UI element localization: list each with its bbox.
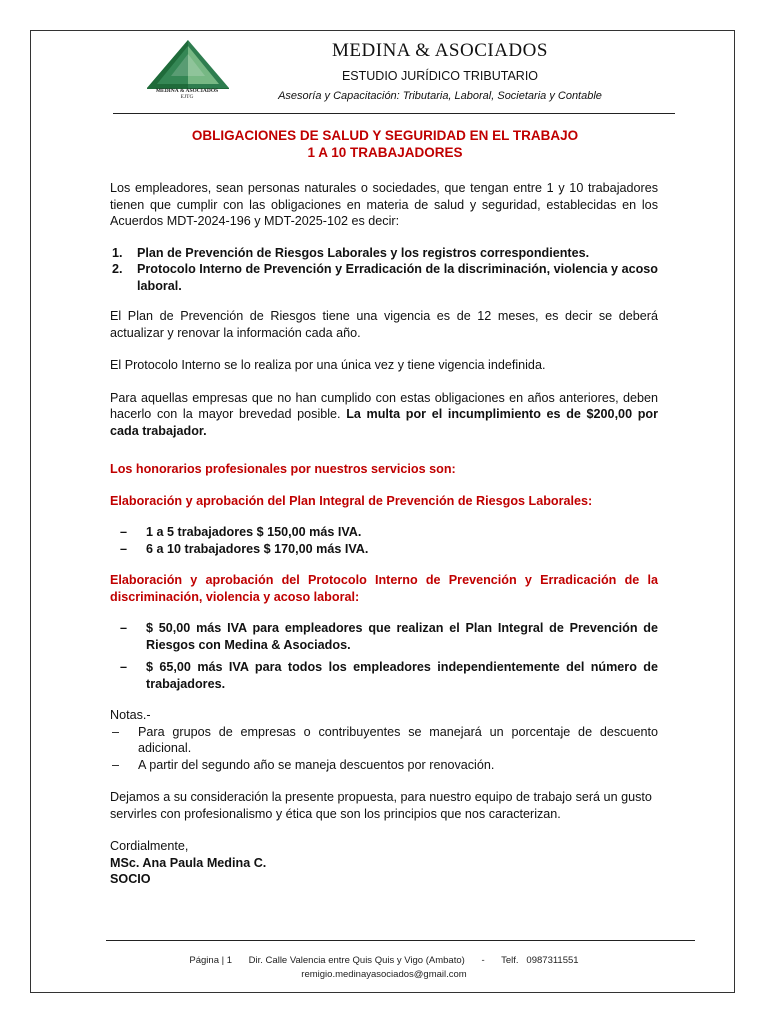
list-item bbox=[110, 620, 658, 653]
list-item bbox=[110, 261, 658, 294]
logo-caption-name: MEDINA & ASOCIADOS bbox=[155, 88, 219, 94]
salutation: Cordialmente, bbox=[110, 839, 189, 853]
page-footer bbox=[110, 954, 658, 982]
dash-marker: – bbox=[120, 621, 128, 635]
dash-marker: – bbox=[120, 541, 128, 556]
list-item-text: Para grupos de empresas o contribuyentes se manejará un porcentaje de descuento adicional. bbox=[138, 724, 658, 755]
signer-name: MSc. Ana Paula Medina C. bbox=[110, 855, 267, 870]
list-item bbox=[110, 245, 658, 262]
list-item-text: 6 a 10 trabajadores $ 170,00 más IVA. bbox=[146, 541, 369, 556]
title-line-1: OBLIGACIONES DE SALUD Y SEGURIDAD EN EL TRABAJO bbox=[191, 128, 579, 143]
protocol-validity-paragraph: El Protocolo Interno se lo realiza por una única vez y tiene vigencia indefinida. bbox=[110, 358, 546, 372]
firm-subtitle: ESTUDIO JURÍDICO TRIBUTARIO bbox=[341, 69, 539, 83]
list-number: 1. bbox=[112, 245, 123, 260]
document-body bbox=[110, 180, 658, 888]
list-item-text: Plan de Prevención de Riesgos Laborales y los registros correspondientes. bbox=[137, 245, 590, 260]
notes-list bbox=[110, 724, 658, 774]
dash-marker: – bbox=[112, 724, 120, 739]
plan-fees-list bbox=[110, 524, 658, 557]
dash-marker: – bbox=[120, 525, 128, 539]
intro-paragraph: Los empleadores, sean personas naturales o sociedades, que tengan entre 1 y 10 trabajadores tienen que cumplir con las obligaciones en materia de salud y seguridad, establecidas en los Acuerdos MDT-2024-196 y MDT-2025-102 es decir: bbox=[110, 181, 658, 228]
header-divider bbox=[113, 113, 675, 114]
footer-phone: Telf. 0987311551 bbox=[501, 955, 579, 966]
plan-fees-heading: Elaboración y aprobación del Plan Integral de Prevención de Riesgos Laborales: bbox=[110, 493, 593, 508]
footer-address: Dir. Calle Valencia entre Quis Quis y Vigo (Ambato) bbox=[248, 955, 465, 966]
list-item bbox=[110, 757, 658, 774]
firm-tagline: Asesoría y Capacitación: Tributaria, Laboral, Societaria y Contable bbox=[278, 90, 602, 102]
logo-caption-small: EJTG bbox=[180, 94, 194, 100]
footer-separator: - bbox=[481, 955, 485, 966]
fees-heading: Los honorarios profesionales por nuestros servicios son: bbox=[110, 462, 456, 476]
footer-divider bbox=[106, 940, 695, 941]
penalty-paragraph bbox=[110, 390, 658, 440]
list-item-text: Protocolo Interno de Prevención y Erradicación de la discriminación, violencia y acoso laboral. bbox=[137, 262, 658, 293]
list-item-text: $ 50,00 más IVA para empleadores que realizan el Plan Integral de Prevención de Riesgos con Medina & Asociados. bbox=[146, 621, 658, 652]
protocol-fees-list bbox=[110, 620, 658, 692]
plan-validity-paragraph: El Plan de Prevención de Riesgos tiene una vigencia es de 12 meses, es decir se deberá actualizar y renovar la información cada año. bbox=[110, 309, 658, 340]
list-item-text: 1 a 5 trabajadores $ 150,00 más IVA. bbox=[146, 525, 362, 539]
list-item bbox=[110, 659, 658, 692]
footer-line-1 bbox=[110, 954, 658, 968]
title-line-2: 1 A 10 TRABAJADORES bbox=[307, 145, 463, 160]
list-item bbox=[110, 541, 658, 558]
firm-name: MEDINA & ASOCIADOS bbox=[332, 40, 548, 61]
signer-role: SOCIO bbox=[110, 872, 151, 886]
footer-email[interactable]: remigio.medinayasociados@gmail.com bbox=[301, 969, 467, 980]
dash-marker: – bbox=[120, 660, 128, 674]
list-item bbox=[110, 724, 658, 757]
notes-label: Notas.- bbox=[110, 708, 151, 722]
obligations-list bbox=[110, 245, 658, 295]
dash-marker: – bbox=[112, 757, 120, 772]
penalty-intro: Para aquellas empresas que no han cumplido con estas obligaciones en años anteriores, deben hacerlo con la mayor brevedad posible. bbox=[110, 390, 658, 421]
list-number: 2. bbox=[112, 262, 123, 276]
penalty-amount: La multa por el incumplimiento es de $200,00 por cada trabajador. bbox=[110, 407, 659, 438]
list-item bbox=[110, 524, 658, 541]
document-title bbox=[110, 127, 660, 161]
list-item-text: $ 65,00 más IVA para todos los empleadores independientemente del número de trabajadores. bbox=[146, 660, 658, 691]
protocol-fees-heading: Elaboración y aprobación del Protocolo Interno de Prevención y Erradicación de la discriminación, violencia y acoso laboral: bbox=[110, 573, 658, 604]
page-number: Página | 1 bbox=[189, 955, 233, 966]
list-item-text: A partir del segundo año se maneja descuentos por renovación. bbox=[138, 757, 495, 772]
closing-paragraph: Dejamos a su consideración la presente propuesta, para nuestro equipo de trabajo será un gusto servirles con profesionalismo y ética que son los principios que nos caracterizan. bbox=[110, 790, 652, 821]
